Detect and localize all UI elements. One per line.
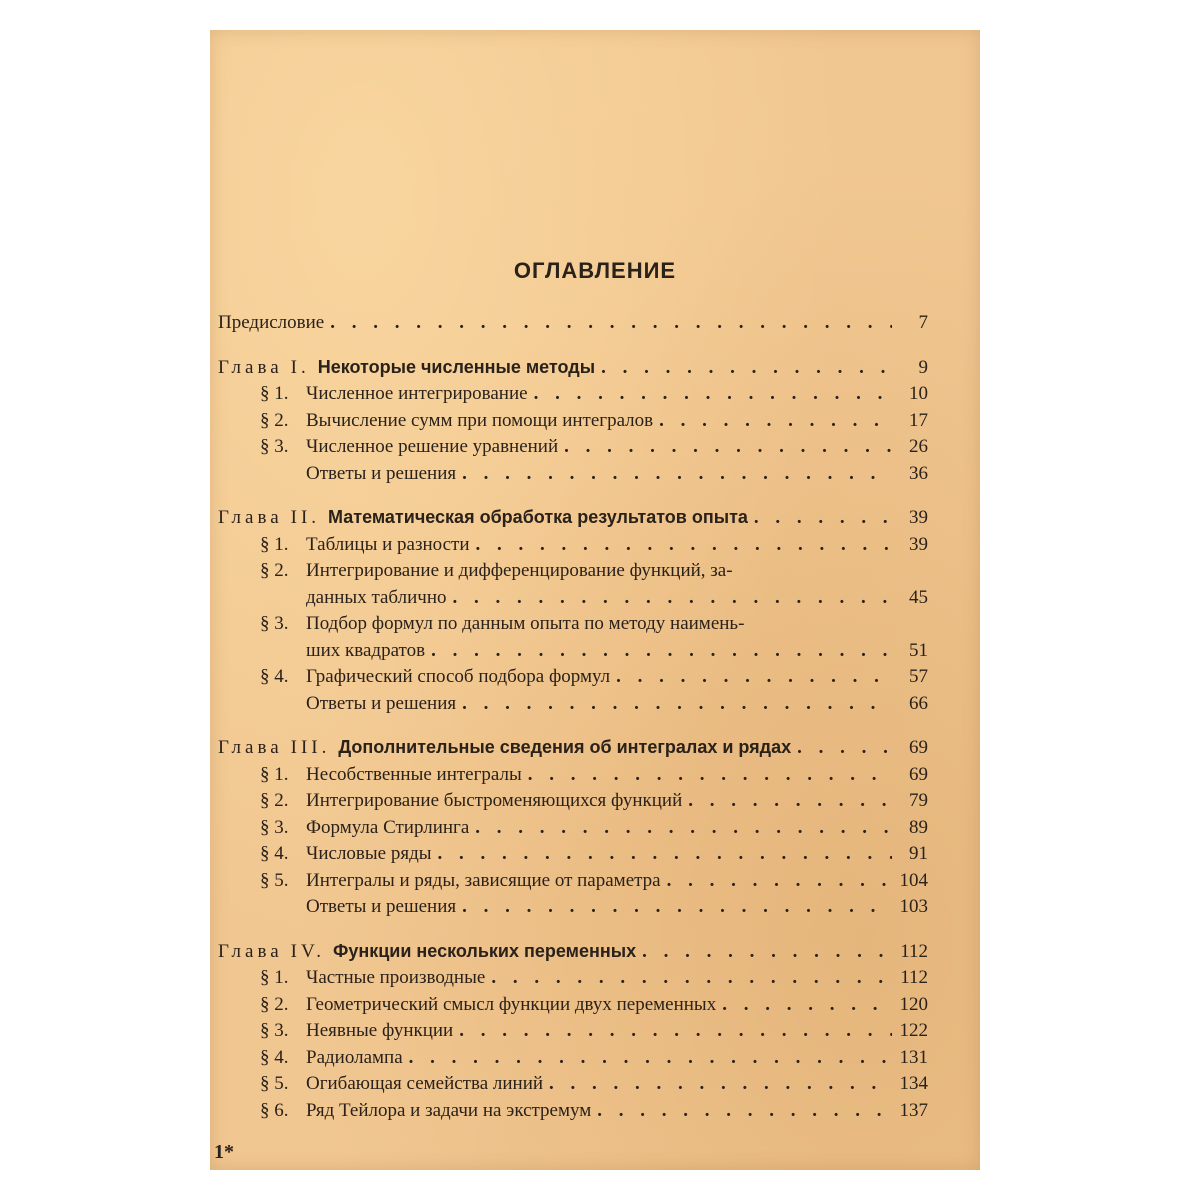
section-title: Интегралы и ряды, зависящие от параметра xyxy=(306,869,661,891)
section-title: Таблицы и разности xyxy=(306,533,470,555)
section-title: Числовые ряды xyxy=(306,843,432,864)
section-sign: § 5. xyxy=(260,1073,289,1094)
page-number: 122 xyxy=(899,1020,928,1041)
section-title: Графический способ подбора формул xyxy=(306,666,611,687)
signature-mark: 1* xyxy=(214,1141,234,1163)
section-sign: § 4. xyxy=(260,1046,289,1068)
toc-section-continuation-row xyxy=(218,640,928,667)
chapter-list xyxy=(218,357,928,1127)
chapter-title: Дополнительные сведения об интегралах и рядах xyxy=(338,737,792,757)
chapter-label: Глава xyxy=(218,356,283,378)
page-number: 112 xyxy=(900,967,928,988)
page-number: 131 xyxy=(899,1046,928,1068)
page-number: 17 xyxy=(909,409,928,431)
toc-section-row xyxy=(218,534,928,561)
section-title: Подбор формул по данным опыта по методу наимень- xyxy=(306,613,745,634)
dot-leader xyxy=(688,790,892,812)
book-page xyxy=(210,30,980,1170)
toc-section-row xyxy=(218,1020,928,1047)
chapter-number: II. xyxy=(290,507,321,528)
section-sign: § 3. xyxy=(260,436,289,457)
toc-section-row xyxy=(218,560,928,587)
answers-title: Ответы и решения xyxy=(306,896,457,917)
toc-section-row xyxy=(218,613,928,640)
section-title: Интегрирование быстроменяющихся функций xyxy=(306,790,683,811)
page-number: 45 xyxy=(909,586,928,608)
chapter-title: Функции нескольких переменных xyxy=(332,940,637,961)
toc-section-row xyxy=(218,1073,928,1100)
dot-leader xyxy=(438,843,892,865)
dot-leader xyxy=(528,764,892,786)
section-title: Формула Стирлинга xyxy=(306,816,470,838)
chapter-number: IV. xyxy=(290,940,325,962)
chapter-label: Глава xyxy=(218,507,283,528)
toc-section-row xyxy=(218,994,928,1021)
toc-chapter-row xyxy=(218,507,928,534)
toc-section-row xyxy=(218,383,928,410)
chapter-title: Некоторые численные методы xyxy=(317,356,596,377)
dot-leader xyxy=(549,1073,892,1095)
page-number: 10 xyxy=(909,383,928,404)
section-sign: § 2. xyxy=(260,790,289,811)
page-number: 104 xyxy=(899,869,928,891)
page-number: 39 xyxy=(909,533,928,555)
dot-leader xyxy=(601,357,892,379)
page-number: 79 xyxy=(909,790,928,811)
toc-chapter-row xyxy=(218,941,928,968)
section-title: Несобственные интегралы xyxy=(306,763,522,785)
page-number: 51 xyxy=(909,639,928,661)
toc-section-row xyxy=(218,967,928,994)
section-title-continuation: данных таблично xyxy=(306,586,447,608)
section-title: Геометрический смысл функции двух переменных xyxy=(306,993,717,1015)
chapter-number: III. xyxy=(290,737,331,758)
page-number: 89 xyxy=(909,816,928,838)
section-sign: § 3. xyxy=(260,816,289,838)
page-number: 57 xyxy=(909,666,928,687)
toc-section-row xyxy=(218,817,928,844)
dot-leader xyxy=(459,1020,892,1042)
page-number: 120 xyxy=(899,993,928,1015)
toc-section-row xyxy=(218,436,928,463)
toc-section-row xyxy=(218,410,928,437)
chapter-title: Математическая обработка результатов опыта xyxy=(328,507,748,527)
section-sign: § 1. xyxy=(260,763,289,785)
toc-section-row xyxy=(218,1047,928,1074)
section-sign: § 5. xyxy=(260,869,289,891)
page-number: 7 xyxy=(918,312,928,333)
chapter-label: Глава xyxy=(218,737,283,758)
section-title: Огибающая семейства линий xyxy=(306,1073,544,1094)
page-number: 9 xyxy=(918,356,928,378)
dot-leader xyxy=(476,534,893,556)
answers-title: Ответы и решения xyxy=(306,462,457,484)
chapter-number: I. xyxy=(290,356,310,378)
page-number: 134 xyxy=(899,1073,928,1094)
page-number: 39 xyxy=(909,507,928,528)
section-title: Вычисление сумм при помощи интегралов xyxy=(306,409,654,431)
dot-leader xyxy=(722,994,892,1016)
dot-leader xyxy=(597,1100,892,1122)
dot-leader xyxy=(330,312,892,334)
section-sign: § 3. xyxy=(260,613,289,634)
page-number: 91 xyxy=(909,843,928,864)
toc-section-row xyxy=(218,764,928,791)
section-title: Интегрирование и дифференцирование функций, за- xyxy=(306,560,733,581)
page-number: 66 xyxy=(909,692,928,714)
dot-leader xyxy=(616,666,892,688)
section-sign: § 2. xyxy=(260,409,289,431)
dot-leader xyxy=(462,896,892,918)
toc-section-row xyxy=(218,790,928,817)
section-title-continuation: ших квадратов xyxy=(306,639,426,661)
section-title: Ряд Тейлора и задачи на экстремум xyxy=(306,1099,592,1121)
dot-leader xyxy=(642,941,892,963)
dot-leader xyxy=(667,870,892,892)
dot-leader xyxy=(462,463,892,485)
page-number: 112 xyxy=(900,940,928,962)
page-number: 69 xyxy=(909,763,928,785)
section-sign: § 3. xyxy=(260,1020,289,1041)
page-number: 36 xyxy=(909,462,928,484)
answers-title: Ответы и решения xyxy=(306,692,457,714)
page-number: 69 xyxy=(909,737,928,758)
section-sign: § 4. xyxy=(260,843,289,864)
section-sign: § 2. xyxy=(260,560,289,581)
dot-leader xyxy=(659,410,892,432)
toc-preface-row xyxy=(218,312,928,339)
table-of-contents xyxy=(218,312,928,1126)
section-title: Численное решение уравнений xyxy=(306,436,559,457)
section-title: Неявные функции xyxy=(306,1020,454,1041)
toc-answers-row xyxy=(218,463,928,490)
section-sign: § 1. xyxy=(260,967,289,988)
dot-leader xyxy=(462,693,892,715)
dot-leader xyxy=(797,737,892,759)
section-title: Частные производные xyxy=(306,967,486,988)
toc-answers-row xyxy=(218,896,928,923)
preface-label: Предисловие xyxy=(218,312,325,333)
page-title: ОГЛАВЛЕНИЕ xyxy=(513,258,677,283)
section-sign: § 2. xyxy=(260,993,289,1015)
dot-leader xyxy=(453,587,893,609)
chapter-label: Глава xyxy=(218,940,283,962)
toc-section-continuation-row xyxy=(218,587,928,614)
dot-leader xyxy=(409,1047,892,1069)
toc-answers-row xyxy=(218,693,928,720)
toc-chapter-row xyxy=(218,357,928,384)
toc-section-row xyxy=(218,843,928,870)
dot-leader xyxy=(475,817,892,839)
toc-section-row xyxy=(218,870,928,897)
section-sign: § 4. xyxy=(260,666,289,687)
dot-leader xyxy=(491,967,892,989)
section-sign: § 1. xyxy=(260,383,289,404)
dot-leader xyxy=(534,383,892,405)
dot-leader xyxy=(431,640,892,662)
toc-section-row xyxy=(218,666,928,693)
toc-section-row xyxy=(218,1100,928,1127)
section-title: Радиолампа xyxy=(306,1046,403,1068)
dot-leader xyxy=(564,436,892,458)
section-title: Численное интегрирование xyxy=(306,383,528,404)
toc-chapter-row xyxy=(218,737,928,764)
page-number: 26 xyxy=(909,436,928,457)
section-sign: § 1. xyxy=(260,533,289,555)
dot-leader xyxy=(754,507,892,529)
section-sign: § 6. xyxy=(260,1099,289,1121)
page-number: 137 xyxy=(899,1099,928,1121)
page-number: 103 xyxy=(899,896,928,917)
